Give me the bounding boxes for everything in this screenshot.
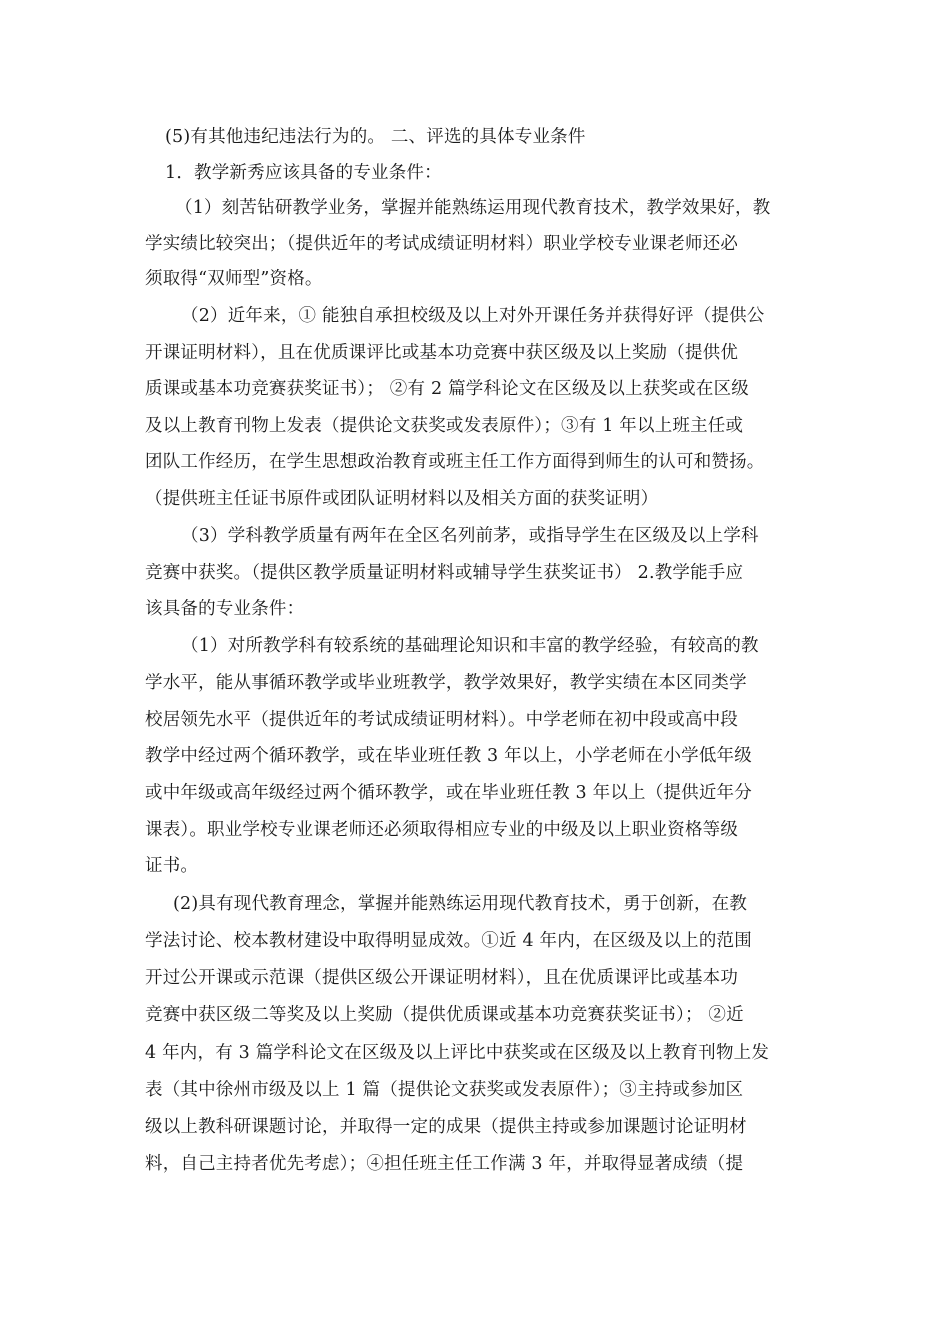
text-line: 4 年内，有 3 篇学科论文在区级及以上评比中获奖或在区级及以上教育刊物上发 bbox=[145, 1043, 770, 1063]
text-line: （1）刻苦钻研教学业务，掌握并能熟练运用现代教育技术，教学效果好，教 bbox=[175, 198, 771, 218]
text-line: 开课证明材料），且在优质课评比或基本功竞赛中获区级及以上奖励（提供优 bbox=[145, 343, 739, 363]
text-line: 竞赛中获区级二等奖及以上奖励（提供优质课或基本功竞赛获奖证书）； ②近 bbox=[145, 1005, 744, 1025]
text-line: 该具备的专业条件： bbox=[145, 599, 305, 619]
text-line: （3）学科教学质量有两年在全区名列前茅，或指导学生在区级及以上学科 bbox=[181, 526, 759, 546]
text-line: 及以上教育刊物上发表（提供论文获奖或发表原件）；③有 1 年以上班主任或 bbox=[145, 416, 744, 436]
text-line: 级以上教科研课题讨论，并取得一定的成果（提供主持或参加课题讨论证明材 bbox=[145, 1117, 747, 1137]
text-line: 须取得“双师型”资格。 bbox=[145, 269, 323, 289]
text-line: （1）对所教学科有较系统的基础理论知识和丰富的教学经验，有较高的教 bbox=[181, 636, 759, 656]
text-line: 团队工作经历，在学生思想政治教育或班主任工作方面得到师生的认可和赞扬。 bbox=[145, 452, 765, 472]
text-line: 或中年级或高年级经过两个循环教学，或在毕业班任教 3 年以上（提供近年分 bbox=[145, 783, 752, 803]
text-line: 开过公开课或示范课（提供区级公开课证明材料），且在优质课评比或基本功 bbox=[145, 968, 739, 988]
text-line: (5)有其他违纪违法行为的。 二、评选的具体专业条件 bbox=[165, 127, 586, 147]
text-line: 质课或基本功竞赛获奖证书）； ②有 2 篇学科论文在区级及以上获奖或在区级 bbox=[145, 379, 749, 399]
text-line: 学法讨论、校本教材建设中取得明显成效。①近 4 年内，在区级及以上的范围 bbox=[145, 931, 752, 951]
text-line: 1．教学新秀应该具备的专业条件： bbox=[165, 163, 442, 183]
text-line: (2)具有现代教育理念，掌握并能熟练运用现代教育技术，勇于创新，在教 bbox=[173, 894, 748, 914]
text-line: 学水平，能从事循环教学或毕业班教学，教学效果好，教学实绩在本区同类学 bbox=[145, 673, 747, 693]
text-line: 证书。 bbox=[145, 856, 199, 876]
text-line: 校居领先水平（提供近年的考试成绩证明材料）。中学老师在初中段或高中段 bbox=[145, 710, 739, 730]
text-line: 学实绩比较突出；（提供近年的考试成绩证明材料）职业学校专业课老师还必 bbox=[145, 234, 739, 254]
text-line: 表（其中徐州市级及以上 1 篇（提供论文获奖或发表原件）；③主持或参加区 bbox=[145, 1080, 744, 1100]
text-line: 课表）。职业学校专业课老师还必须取得相应专业的中级及以上职业资格等级 bbox=[145, 820, 739, 840]
text-line: （提供班主任证书原件或团队证明材料以及相关方面的获奖证明） bbox=[145, 489, 659, 509]
text-line: 料，自己主持者优先考虑）；④担任班主任工作满 3 年，并取得显著成绩（提 bbox=[145, 1154, 744, 1174]
text-line: 竞赛中获奖。（提供区教学质量证明材料或辅导学生获奖证书） 2.教学能手应 bbox=[145, 563, 744, 583]
text-line: （2）近年来，① 能独自承担校级及以上对外开课任务并获得好评（提供公 bbox=[181, 306, 765, 326]
text-line: 教学中经过两个循环教学，或在毕业班任教 3 年以上，小学老师在小学低年级 bbox=[145, 746, 752, 766]
